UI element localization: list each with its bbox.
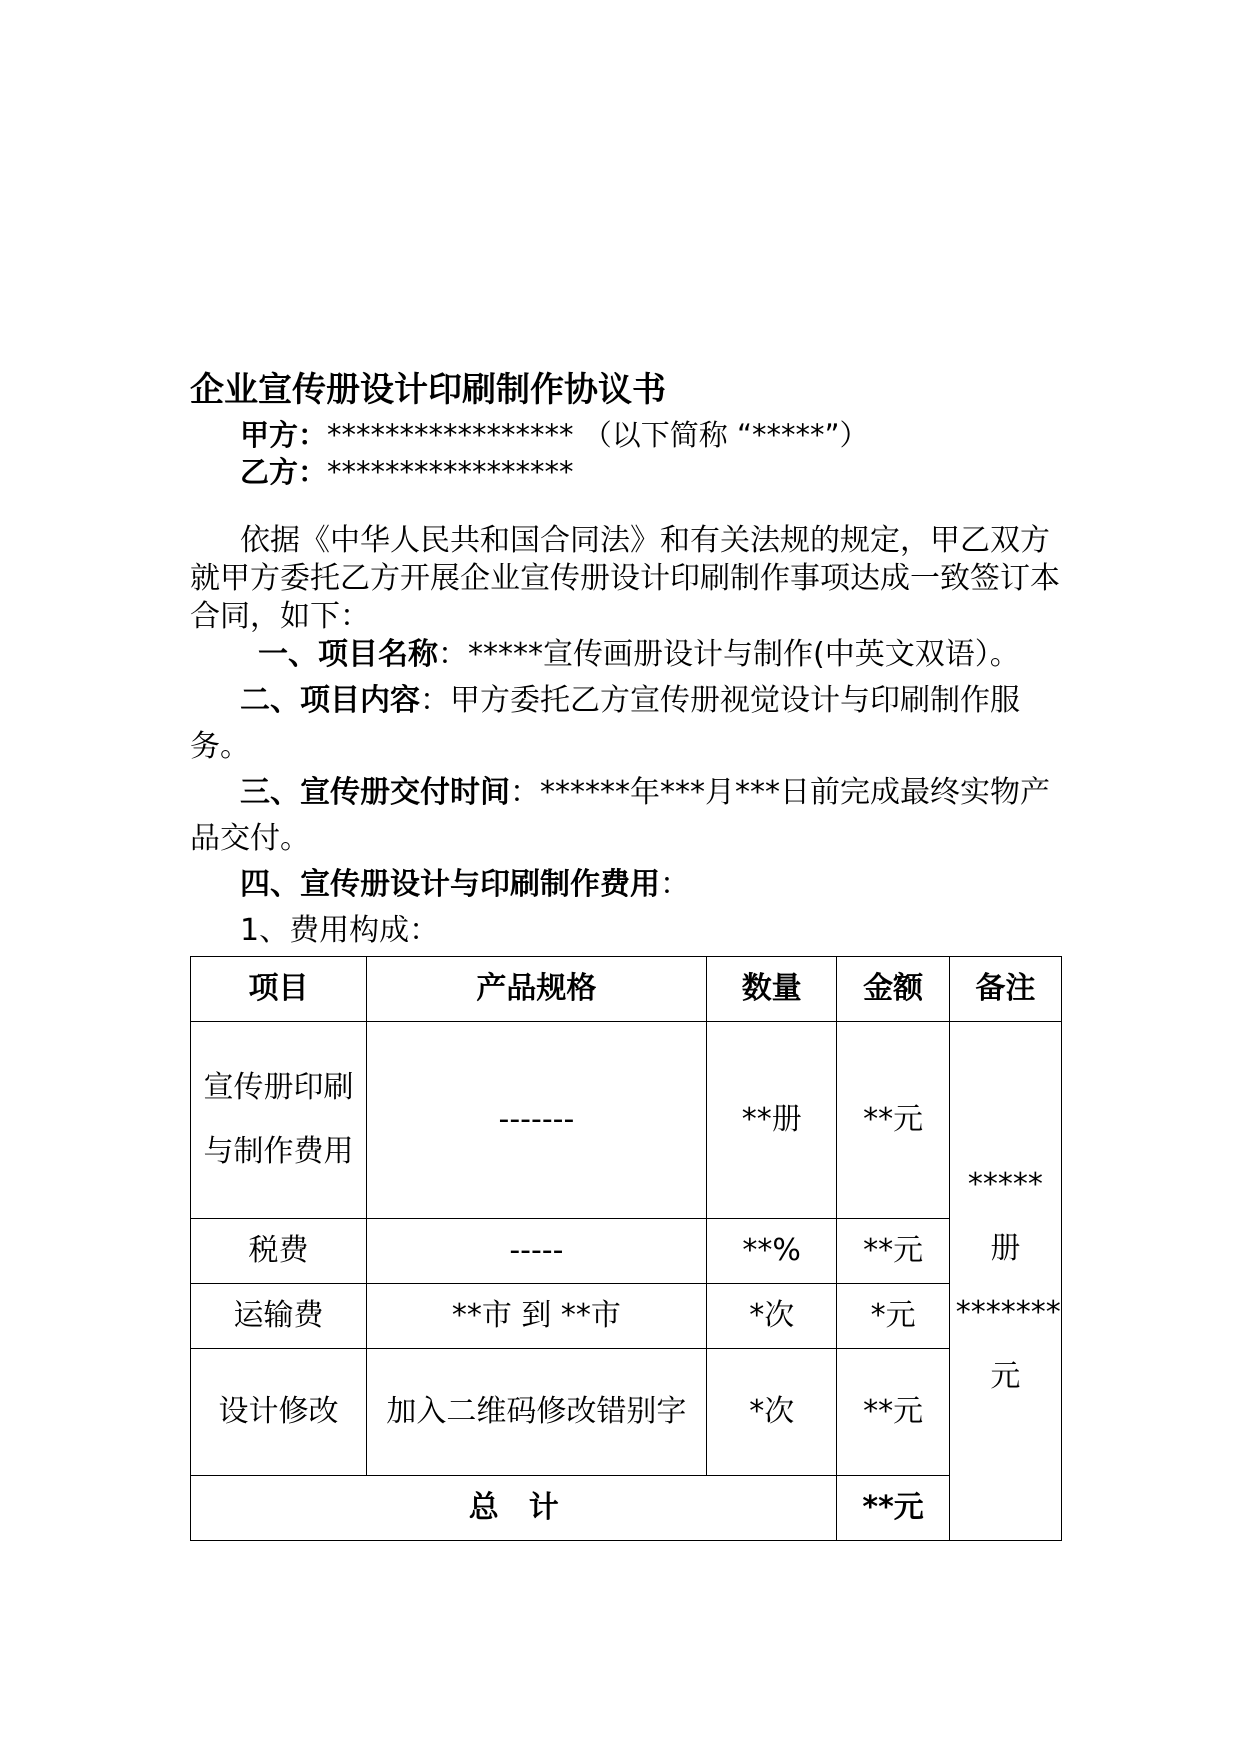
section-project-content (190, 678, 1070, 770)
party-b-label: 乙方： (240, 455, 328, 489)
cell-item: 运输费 (191, 1284, 367, 1349)
table-total-row (191, 1476, 1062, 1541)
cell-quantity: *次 (706, 1349, 837, 1476)
section-project-name (258, 632, 1020, 678)
table-row (191, 1284, 1062, 1349)
table-header-row (191, 957, 1062, 1022)
table-row (191, 1022, 1062, 1219)
cell-spec: 加入二维码修改错别字 (366, 1349, 706, 1476)
fee-table (190, 956, 1062, 1541)
total-amount: **元 (837, 1476, 949, 1541)
section-heading: 二、项目内容 (240, 683, 420, 718)
party-a-label: 甲方： (240, 418, 328, 452)
cell-quantity: **册 (706, 1022, 837, 1219)
cell-amount: **元 (837, 1219, 949, 1284)
cell-item: 宣传册印刷与制作费用 (191, 1022, 367, 1219)
document-title: 企业宣传册设计印刷制作协议书 (190, 370, 666, 410)
party-b-value: ***************** (327, 455, 574, 489)
total-label: 总 计 (191, 1476, 837, 1541)
cost-composition-label: 1、费用构成： (240, 913, 440, 948)
section-heading: 一、项目名称 (258, 637, 438, 672)
cell-spec: ----- (366, 1219, 706, 1284)
cell-amount: **元 (837, 1349, 949, 1476)
section-text: ：*****宣传画册设计与制作(中英文双语）。 (438, 637, 1020, 672)
section-delivery-time (190, 770, 1070, 862)
header-remark: 备注 (949, 957, 1061, 1022)
table-row (191, 1349, 1062, 1476)
header-quantity: 数量 (706, 957, 837, 1022)
cell-quantity: **% (706, 1219, 837, 1284)
header-spec: 产品规格 (366, 957, 706, 1022)
cell-spec: ------- (366, 1022, 706, 1219)
cell-item: 税费 (191, 1219, 367, 1284)
party-a-value: ***************** （以下简称 “*****”） (327, 418, 869, 452)
intro-paragraph: 依据《中华人民共和国合同法》和有关法规的规定，甲乙双方就甲方委托乙方开展企业宣传册设计印刷制作事项达成一致签订本合同，如下： (190, 523, 1060, 634)
cell-quantity: *次 (706, 1284, 837, 1349)
header-amount: 金额 (837, 957, 949, 1022)
cell-amount: **元 (837, 1022, 949, 1219)
cell-spec: **市 到 **市 (366, 1284, 706, 1349)
cell-remark: *****册*******元 (949, 1022, 1061, 1541)
section-heading: 四、宣传册设计与印刷制作费用 (240, 867, 660, 902)
cell-amount: *元 (837, 1284, 949, 1349)
party-a-line (240, 413, 869, 454)
section-text: ： (660, 867, 690, 902)
section-heading: 三、宣传册交付时间 (240, 775, 510, 810)
party-b-line (240, 450, 574, 491)
section-fees (190, 862, 1070, 908)
cell-item: 设计修改 (191, 1349, 367, 1476)
section-text: ：******年***月***日前完成最终实物产品交付。 (190, 775, 1050, 856)
section-text: ：甲方委托乙方宣传册视觉设计与印刷制作服务。 (190, 683, 1020, 764)
table-row (191, 1219, 1062, 1284)
header-item: 项目 (191, 957, 367, 1022)
